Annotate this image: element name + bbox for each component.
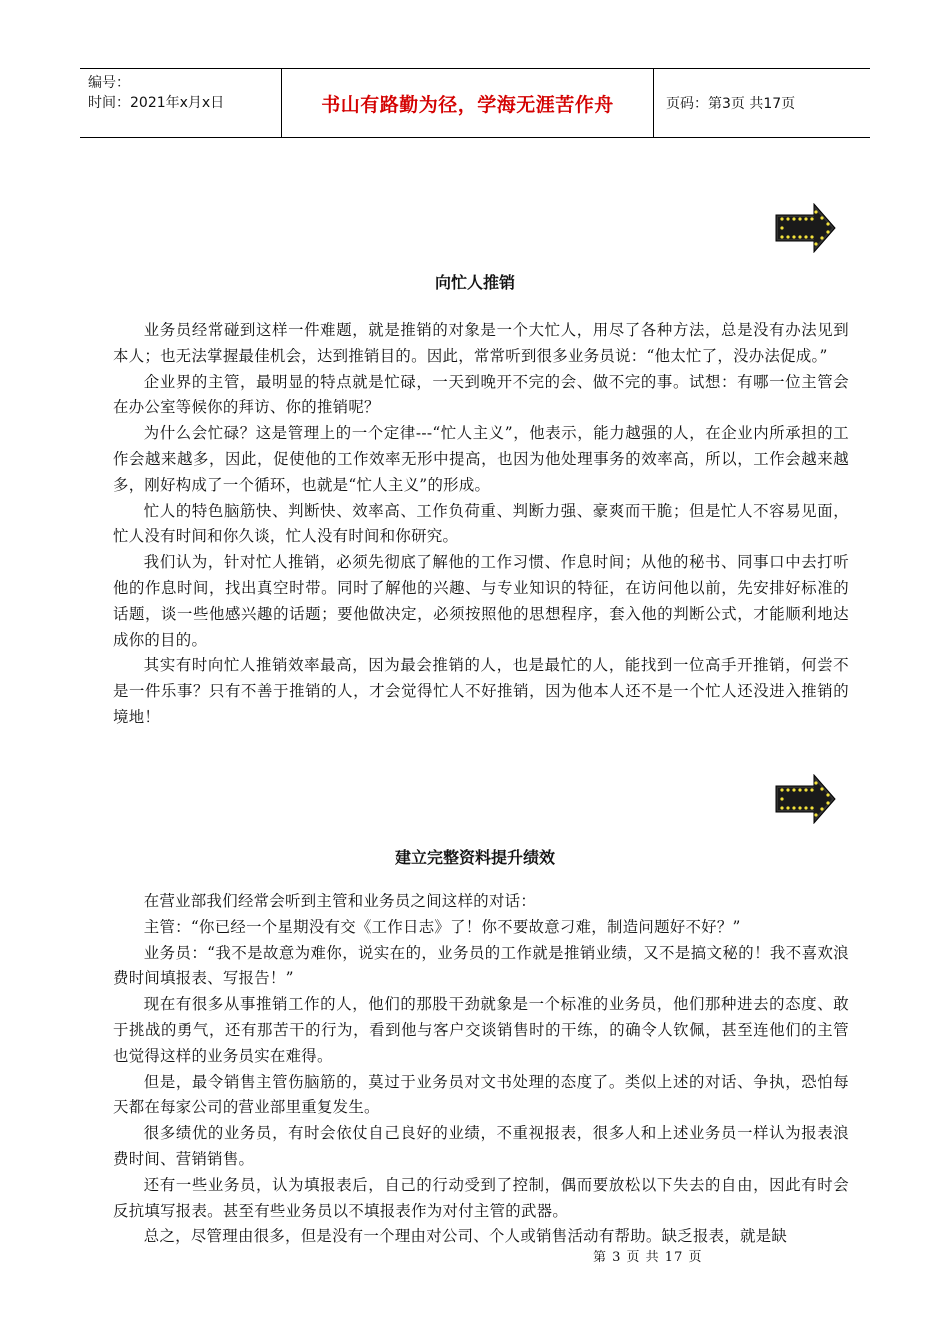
section-body-2: [113, 889, 849, 1250]
paragraph: 现在有很多从事推销工作的人，他们的那股干劲就象是一个标准的业务员，他们那种进去的态度、敢于挑战的勇气，还有那苦干的行为，看到他与客户交谈销售时的干练，的确令人钦佩，甚至连他们的主管也觉得这样的业务员实在难得。: [113, 995, 849, 1065]
paragraph: 很多绩优的业务员，有时会依仗自己良好的业绩，不重视报表，很多人和上述业务员一样认为报表浪费时间、营销销售。: [113, 1124, 849, 1168]
header-motto: 书山有路勤为径，学海无涯苦作舟: [282, 69, 654, 137]
header-left-cell: [80, 69, 282, 137]
paragraph: 其实有时向忙人推销效率最高，因为最会推销的人，也是最忙的人，能找到一位高手开推销，何尝不是一件乐事？只有不善于推销的人，才会觉得忙人不好推销，因为他本人还不是一个忙人还没进入推销的境地！: [113, 656, 849, 726]
paragraph: 还有一些业务员，认为填报表后，自己的行动受到了控制，偶而要放松以下失去的自由，因此有时会反抗填写报表。甚至有些业务员以不填报表作为对付主管的武器。: [113, 1175, 849, 1220]
header-page-info: 页码：第3页 共17页: [666, 96, 796, 112]
page-footer: 第 3 页 共 17 页: [593, 1250, 703, 1265]
paragraph: 我们认为，针对忙人推销，必须先彻底了解他的工作习惯、作息时间；从他的秘书、同事口中去打听他的作息时间，找出真空时带。同时了解他的兴趣、与专业知识的特征，在访问他以前，先安排好标准的话题，谈一些他感兴趣的话题；要他做决定，必须按照他的思想程序，套入他的判断公式，才能顺利地达成你的目的。: [113, 553, 849, 649]
date-label: 时间：2021年x月x日: [88, 95, 225, 111]
paragraph: 在营业部我们经常会听到主管和业务员之间这样的对话：: [143, 892, 537, 910]
page-header: [80, 68, 870, 138]
paragraph: 总之，尽管理由很多，但是没有一个理由对公司、个人或销售活动有帮助。缺乏报表，就是缺: [143, 1227, 788, 1246]
paragraph: 企业界的主管，最明显的特点就是忙碌，一天到晚开不完的会、做不完的事。试想：有哪一位主管会在办公室等候你的拜访、你的推销呢？: [113, 372, 849, 417]
paragraph: 业务员：“我不是故意为难你，说实在的，业务员的工作就是推销业绩，又不是搞文秘的！我不喜欢浪费时间填报表、写报告！”: [113, 943, 849, 988]
serial-label: 编号：: [88, 75, 130, 91]
paragraph: 主管：“你已经一个星期没有交《工作日志》了！你不要故意刁难，制造问题好不好？”: [143, 917, 741, 936]
arrow-right-icon: [774, 774, 836, 824]
arrow-right-icon: [774, 203, 836, 253]
paragraph: 但是，最令销售主管伤脑筋的，莫过于业务员对文书处理的态度了。类似上述的对话、争执，恐怕每天都在每家公司的营业部里重复发生。: [113, 1072, 849, 1117]
paragraph: 为什么会忙碌？这是管理上的一个定律---“忙人主义”，他表示，能力越强的人，在企业内所承担的工作会越来越多，因此，促使他的工作效率无形中提高，也因为他处理事务的效率高，所以，工作会越来越多，刚好构成了一个循环，也就是“忙人主义”的形成。: [113, 424, 849, 494]
section-title-1: 向忙人推销: [434, 273, 515, 292]
section-body-1: [113, 318, 849, 731]
paragraph: 忙人的特色脑筋快、判断快、效率高、工作负荷重、判断力强、豪爽而干脆；但是忙人不容易见面，忙人没有时间和你久谈，忙人没有时间和你研究。: [113, 501, 849, 546]
section-title-2: 建立完整资料提升绩效: [394, 848, 555, 867]
paragraph: 业务员经常碰到这样一件难题，就是推销的对象是一个大忙人，用尽了各种方法，总是没有办法见到本人；也无法掌握最佳机会，达到推销目的。因此，常常听到很多业务员说：“他太忙了，没办法促成。”: [113, 321, 849, 365]
